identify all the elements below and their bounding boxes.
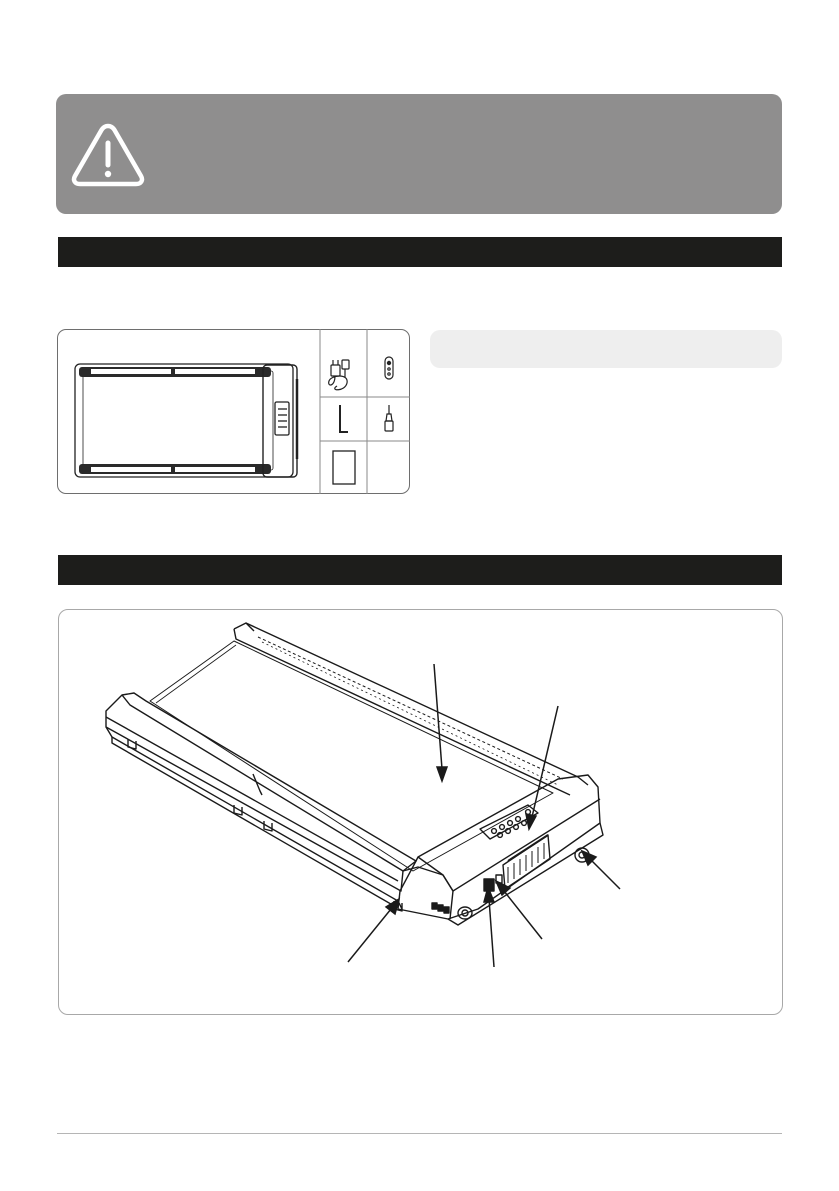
remote-control-icon [385,357,393,379]
walking-pad-diagram [58,609,783,1015]
lubricant-bottle-icon [385,405,393,431]
treadmill-icon [75,364,297,477]
power-adapter-icon [329,360,349,390]
parts-list-header [430,330,782,368]
section-bar-product-overview [58,555,782,585]
parts-panel [57,329,410,494]
allen-key-icon [340,405,348,432]
warning-text [170,110,760,200]
footer-divider [57,1133,782,1134]
section-bar-package-contents [58,237,782,267]
warning-triangle-icon [70,122,146,188]
product-diagram-panel [58,609,783,1015]
manual-icon [333,451,355,484]
